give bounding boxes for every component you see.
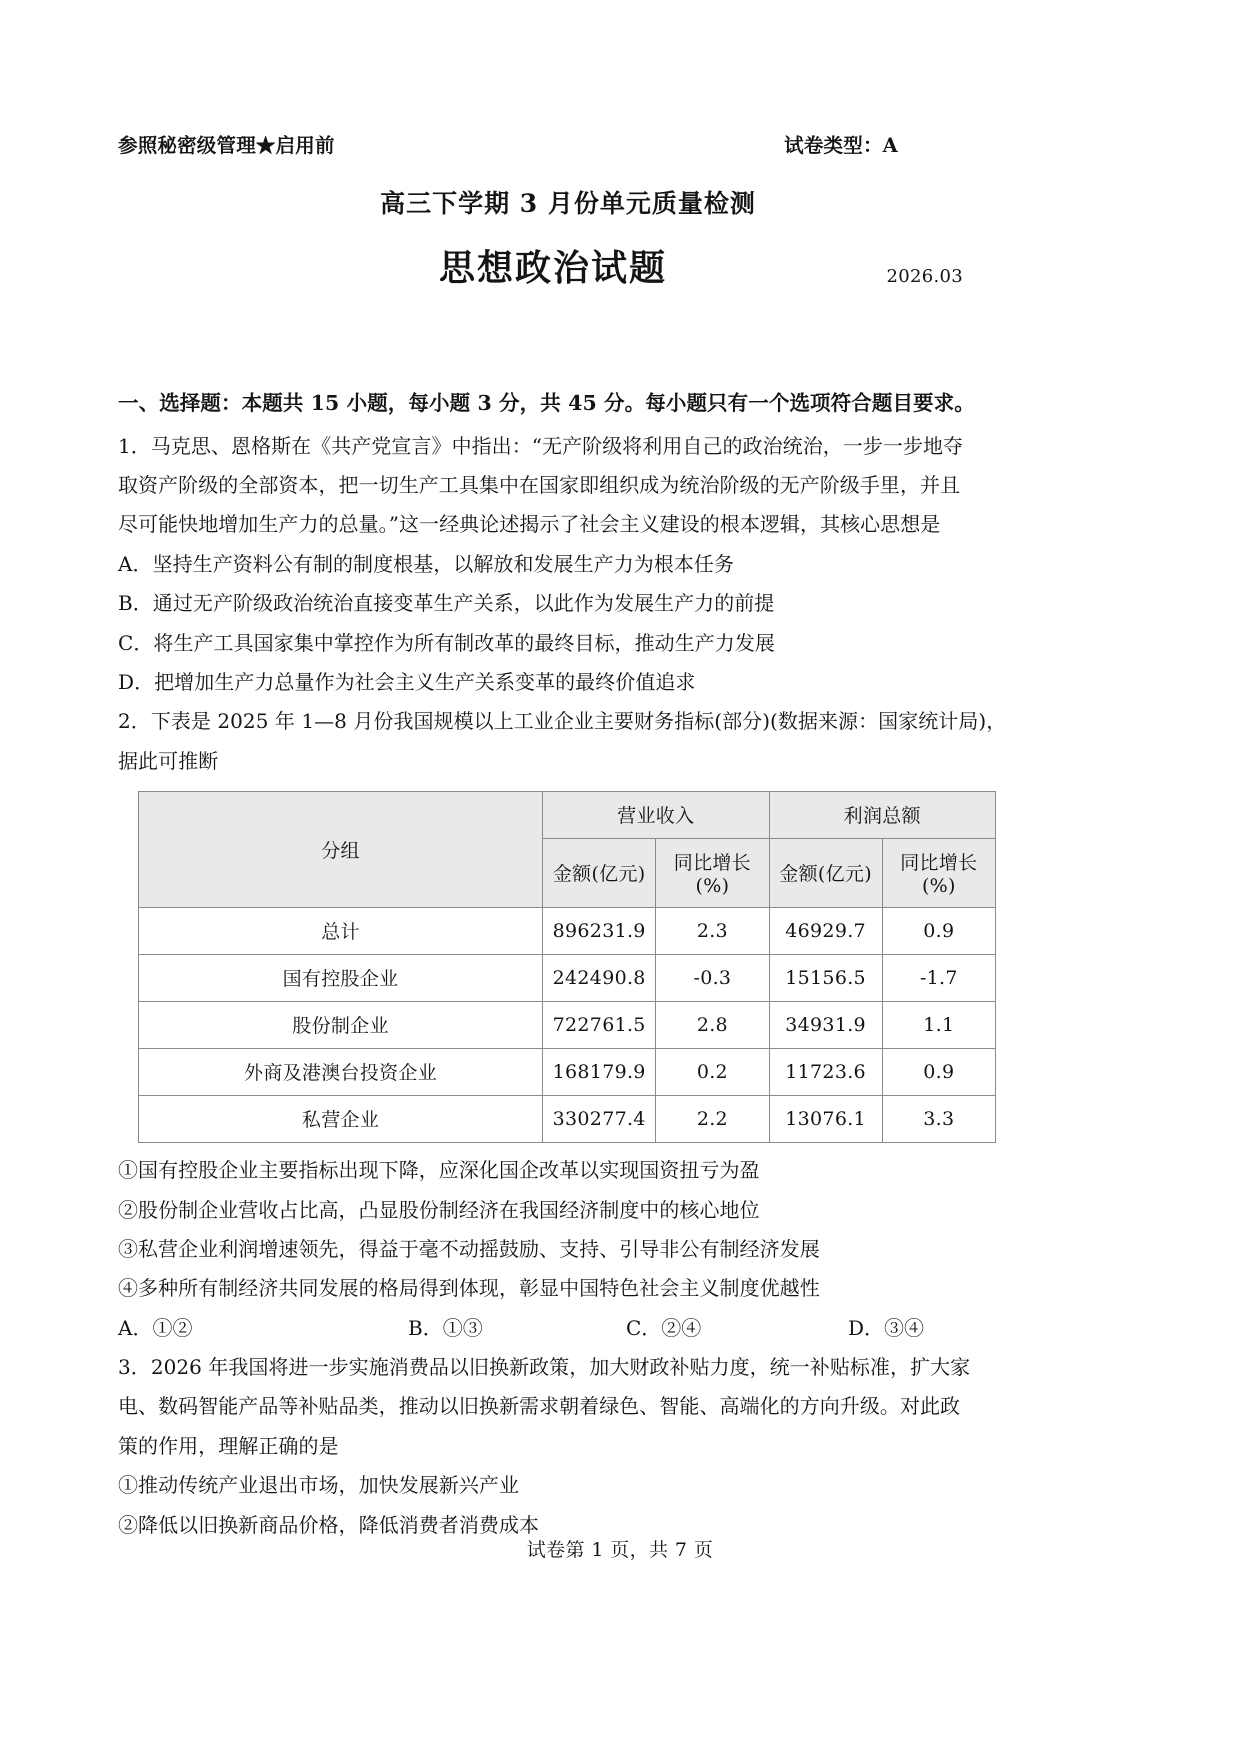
table-cell-revenue-growth: 0.2 — [656, 1049, 769, 1096]
table-header-group: 分组 — [139, 792, 543, 908]
question-3-statement-1: ①推动传统产业退出市场，加快发展新兴产业 — [118, 1473, 519, 1498]
table-header-row-top — [139, 792, 996, 839]
question-1-option-a[interactable]: A．坚持生产资料公有制的制度根基，以解放和发展生产力为根本任务 — [118, 551, 734, 576]
question-2-choice-c[interactable]: C．②④ — [626, 1315, 702, 1340]
title-spacer — [118, 291, 1018, 383]
table-subheader-revenue-amount: 金额(亿元) — [543, 839, 656, 908]
table-cell-profit-growth: -1.7 — [882, 955, 995, 1002]
question-1-option-b[interactable]: B．通过无产阶级政治统治直接变革生产关系，以此作为发展生产力的前提 — [118, 591, 775, 616]
table-cell-profit-amount: 13076.1 — [769, 1096, 882, 1143]
page-title: 高三下学期 3 月份单元质量检测 — [380, 189, 756, 218]
table-cell-profit-amount: 15156.5 — [769, 955, 882, 1002]
table-head — [139, 792, 996, 908]
table-cell-profit-amount: 46929.7 — [769, 908, 882, 955]
question-1-stem-line-3: 尽可能快地增加生产力的总量。”这一经典论述揭示了社会主义建设的根本逻辑，其核心思想是 — [118, 512, 941, 537]
question-2-choice-b[interactable]: B．①③ — [408, 1315, 483, 1340]
question-3-statement-2: ②降低以旧换新商品价格，降低消费者消费成本 — [118, 1512, 540, 1537]
paper-type-label: 试卷类型：A — [784, 134, 898, 157]
financial-indicators-table — [138, 791, 996, 1143]
question-2-statement-2: ②股份制企业营收占比高，凸显股份制经济在我国经济制度中的核心地位 — [118, 1197, 760, 1222]
table-cell-group: 股份制企业 — [139, 1002, 543, 1049]
table-cell-profit-growth: 3.3 — [882, 1096, 995, 1143]
section-heading-multiple-choice: 一、选择题：本题共 15 小题，每小题 3 分，共 45 分。每小题只有一个选项符合题目要求。 — [118, 391, 975, 415]
table-cell-profit-growth: 1.1 — [882, 1002, 995, 1049]
question-1-stem-line-1: 1．马克思、恩格斯在《共产党宣言》中指出：“无产阶级将利用自己的政治统治，一步一步地夺 — [118, 433, 964, 458]
table-body — [139, 908, 996, 1143]
page-footer: 试卷第 1 页，共 7 页 — [526, 1539, 714, 1561]
subject-title-row — [118, 240, 1018, 291]
table-header-revenue: 营业收入 — [543, 792, 769, 839]
table-cell-revenue-amount: 168179.9 — [543, 1049, 656, 1096]
table-cell-revenue-growth: 2.8 — [656, 1002, 769, 1049]
question-1-option-d[interactable]: D．把增加生产力总量作为社会主义生产关系变革的最终价值追求 — [118, 669, 696, 694]
question-2-choice-a[interactable]: A．①② — [118, 1315, 193, 1340]
exam-date: 2026.03 — [886, 266, 963, 287]
question-2-statement-1: ①国有控股企业主要指标出现下降，应深化国企改革以实现国资扭亏为盈 — [118, 1158, 760, 1183]
table-row — [139, 1049, 996, 1096]
table-row — [139, 955, 996, 1002]
question-1-stem-line-2: 取资产阶级的全部资本，把一切生产工具集中在国家即组织成为统治阶级的无产阶级手里，并且 — [118, 473, 961, 497]
table-subheader-revenue-growth: 同比增长(%) — [656, 839, 769, 908]
table-cell-revenue-amount: 896231.9 — [543, 908, 656, 955]
table-cell-profit-growth: 0.9 — [882, 908, 995, 955]
question-2-stem-line-2: 据此可推断 — [118, 748, 219, 773]
question-2-choices — [118, 1309, 1018, 1348]
table-cell-group: 外商及港澳台投资企业 — [139, 1049, 543, 1096]
question-3-stem-line-3: 策的作用，理解正确的是 — [118, 1433, 339, 1458]
table-subheader-profit-amount: 金额(亿元) — [769, 839, 882, 908]
table-cell-group: 私营企业 — [139, 1096, 543, 1143]
table-row — [139, 908, 996, 955]
table-cell-revenue-growth: -0.3 — [656, 955, 769, 1002]
table-header-profit: 利润总额 — [769, 792, 996, 839]
page-content — [118, 130, 1018, 1545]
table-cell-revenue-growth: 2.3 — [656, 908, 769, 955]
question-3-stem-line-1: 3．2026 年我国将进一步实施消费品以旧换新政策，加大财政补贴力度，统一补贴标准，扩大家 — [118, 1355, 971, 1380]
table-cell-revenue-amount: 330277.4 — [543, 1096, 656, 1143]
table-cell-profit-amount: 34931.9 — [769, 1002, 882, 1049]
table-subheader-profit-growth: 同比增长(%) — [882, 839, 995, 908]
table-cell-profit-amount: 11723.6 — [769, 1049, 882, 1096]
question-3-stem-line-2: 电、数码智能产品等补贴品类，推动以旧换新需求朝着绿色、智能、高端化的方向升级。对此政 — [118, 1394, 961, 1419]
table-cell-revenue-growth: 2.2 — [656, 1096, 769, 1143]
question-2-statement-3: ③私营企业利润增速领先，得益于毫不动摇鼓励、支持、引导非公有制经济发展 — [118, 1236, 820, 1261]
subject-title: 思想政治试题 — [438, 247, 667, 289]
table-cell-revenue-amount: 242490.8 — [543, 955, 656, 1002]
question-2-statement-4: ④多种所有制经济共同发展的格局得到体现，彰显中国特色社会主义制度优越性 — [118, 1276, 820, 1301]
table-cell-profit-growth: 0.9 — [882, 1049, 995, 1096]
table-cell-revenue-amount: 722761.5 — [543, 1002, 656, 1049]
table-cell-group: 国有控股企业 — [139, 955, 543, 1002]
question-2-choice-d[interactable]: D．③④ — [848, 1315, 925, 1340]
table-row — [139, 1002, 996, 1049]
table-row — [139, 1096, 996, 1143]
security-notice: 参照秘密级管理★启用前 — [118, 134, 335, 157]
question-1-option-c[interactable]: C．将生产工具国家集中掌控作为所有制改革的最终目标，推动生产力发展 — [118, 630, 775, 655]
document-header — [118, 130, 1018, 158]
table-cell-group: 总计 — [139, 908, 543, 955]
question-2-stem-line-1: 2．下表是 2025 年 1—8 月份我国规模以上工业企业主要财务指标(部分)(数据来源：国家统计局)， — [118, 709, 1007, 734]
